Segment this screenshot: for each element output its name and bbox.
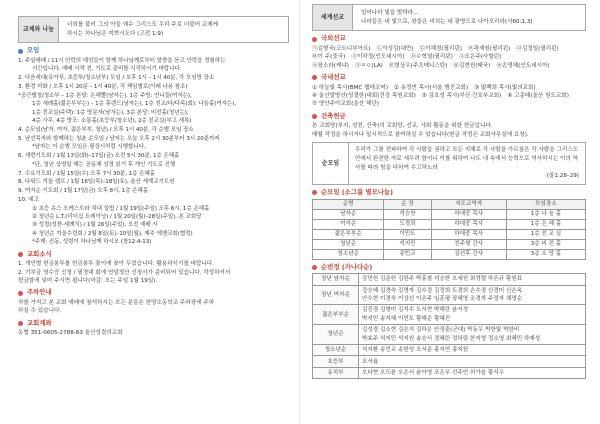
section-heading-foreign-mission bbox=[312, 34, 586, 44]
list-item: 5. 남선목자와 함께하는 청춘 순모임 / 남자는 오늘 오후 2시 30분부터 3시 20분까지 *남자는 이 순별 모임은 평상시처럼 시행합니다. bbox=[18, 135, 220, 151]
mission-verse-box bbox=[312, 4, 586, 31]
table-row: 청년순 김성경 김소현 김은지 김하은 안정훈(군대) 박동우 박한빛 박한비 박효주 석지민 석지원 송승서 정혜린 정하림 한지영 정소영 최혜민 하예성 bbox=[313, 325, 586, 345]
bullet-icon bbox=[18, 291, 23, 296]
verse-label: 교제와 나눔 bbox=[19, 17, 59, 42]
cb-text bbox=[349, 143, 585, 184]
list-item: 9. 여자순 기도회 / 1월 17일(금) 오후 8시, 1층 은혜홀 bbox=[18, 188, 149, 195]
list-item: 4. 순모임(남자, 여자, 젊은부부, 청년) / 오후 1시 40분, 각 순별 모임 장소 bbox=[18, 127, 194, 134]
verse-line: 하시는 하나님은 미쁘시도다 (고전 1:9) bbox=[67, 30, 164, 37]
mission-row: ㉠김형국(코트디부아르) ㉡이성김(대만) ㉢이혜경(필리핀) ㉣곽재원(필리핀) ㉤김정일(필리핀) bbox=[312, 45, 559, 52]
list-item: 2. 기부금 영수증 신청 / 필경대 회에 연말정산 신청서가 준비되어 있습니다. 작성하셔서 bbox=[18, 269, 231, 276]
list-item: 7. 수요기도회 / 1월 15일(수) 오후 7시 30분, 1층 은혜홀 bbox=[18, 170, 155, 177]
section-title: 순모임 (소그룹 별모나눔) bbox=[321, 187, 394, 196]
bullet-icon bbox=[312, 37, 317, 42]
verse-line: 나라들은 네 빛으로, 왕들은 비치는 네 광명으로 나아오리라(사60:1,3) bbox=[361, 18, 533, 25]
cb-verse: 우리가 그를 전파하여 각 사람을 권하고 모든 지혜로 각 사람을 가르침은 각 사람을 그리스도 안에서 완전한 자로 세우려 함이니 이를 위하여 나도 내 속에서 능력으로 역사하시는 이의 역사를 따라 힘을 다하여 수고하노라 bbox=[355, 147, 579, 171]
building-fund-text: 본 교회당(부지, 성전, 신축)의 교회당, 선교, 사회 활동을 위한 헌금입니다. 매월 작정을 하시거나 일시적으로 참여하실 수 있습니다(헌금 작정은 교회사무실에 요청). bbox=[312, 123, 529, 138]
list-item: 8. 다위드 겨울 캠프 / 1월 16일(목)–18일(토), 울산 세계교기도원 bbox=[18, 179, 175, 186]
verse-text bbox=[59, 17, 288, 42]
column-header: 순 장 bbox=[384, 199, 431, 209]
foreign-mission-list bbox=[312, 45, 586, 70]
domestic-mission-list bbox=[312, 84, 586, 109]
mission-row: ㉩장소라(케냐) ㉪ㅁㅇ(LA) ㉫형상우(주츠메니스탄) ㉬김현원(태국) ㉭손영혜(인도네시아) bbox=[312, 62, 550, 69]
table-row: 유치부 오다현 오도윤 오은서 윤아영 조은우 진주언 허가을 황서우 bbox=[313, 367, 586, 379]
section-title: 교회계좌 bbox=[27, 318, 52, 327]
column-header: 순명 bbox=[313, 199, 384, 209]
bullet-icon bbox=[312, 75, 317, 80]
account-text: 농협 351-0605-2788-83 울산성결의교회 bbox=[18, 330, 123, 337]
section-title: 국내선교 bbox=[321, 73, 346, 82]
bullet-icon bbox=[18, 49, 23, 54]
cb-label: 순모임 bbox=[313, 143, 349, 184]
section-title: 순번정 (가나다순) bbox=[321, 262, 373, 271]
table-row: 젊은부부순 김진경 김형미 김지수 도서현 박해란 윤서정 박지민 송지혜 이민도 황해순 황혜진 bbox=[313, 305, 586, 325]
column-header: 모임장소 bbox=[506, 199, 585, 209]
section-title: 건축헌금 bbox=[321, 111, 346, 120]
mission-row: ① 하늘빛 목사(BMC 웹데코어) ② 송정빈 목사(서울 행진교회) ③ 빛백희 목사(빛의교회) bbox=[312, 84, 536, 91]
section-heading-domestic-mission bbox=[312, 73, 586, 83]
mission-row: ⑦ 영안주아교회(울산 해단) bbox=[312, 101, 379, 108]
list-item: *공간별청/청소부 – 1층 본당: 손해뽈(남자는), 1층 주방: 언니들(여자는), 1층 세례홀(젊은부부는) – 1층 휴렌드(남자는), 1층 친교/다/다목(회): 나눔홀(여자는), 1층 친교실(주택): 1층 방문자(남자는), 3층 본당: 비전홀(청년는), 4층 사무, 4층 방조: 소통홀(초등부/청소년), 2층 친교실(부고 세록) bbox=[18, 92, 236, 125]
church-news-list bbox=[18, 260, 289, 285]
member-order-table bbox=[312, 273, 586, 379]
section-heading-meetings bbox=[18, 46, 289, 56]
table-row: 장년 남자순 강민헌 김준헌 김한주 박홍철 석승찬 오세원 최정렬 하은규 황원표 bbox=[313, 274, 586, 286]
table-row: 청년순 석지민 전주형 간사 3층 비 전 홀 bbox=[313, 239, 586, 249]
verse-text bbox=[353, 5, 585, 30]
table-row: 남자순 석승찬 하대중 목사 1층 나 눔 홀 bbox=[313, 209, 586, 219]
meetings-list bbox=[18, 57, 289, 247]
table-row: 초등부 오서율 bbox=[313, 356, 586, 368]
bullet-icon bbox=[312, 265, 317, 270]
list-item: 1. 주일예배 / 11시 안락의 예성들이 함께 하나님께로부터 말씀을 듣고 안락을 경험하는 시간입니다. 예배 시작 전, 기도로 준비를 시작하시기 바랍니다. bbox=[18, 57, 226, 73]
verse-label: 세계선교 bbox=[313, 5, 353, 30]
column-header: 지도교역자 bbox=[431, 199, 506, 209]
section-heading-church-news bbox=[18, 250, 289, 260]
section-heading-member-order bbox=[312, 263, 586, 273]
table-row: 장년 여자순 강승혜 김경숙 김명자 김수정 김정희 도경희 손수정 신경미 신은옥 안수현 이경숙 이상선 이은주 임훈평 장혜영 조경자 주정자 채영순 bbox=[313, 285, 586, 305]
section-title: 주차안내 bbox=[27, 288, 52, 297]
section-heading-schedule bbox=[312, 188, 586, 198]
section-title: 모임 bbox=[27, 46, 40, 55]
section-heading-parking bbox=[18, 288, 289, 298]
small-group-verse-box bbox=[312, 142, 586, 185]
list-item: 6. 새번기도회 / 1월 13일(화)–17일(금) 오전 5시 30분, 1층 은혜홀 *단, 청년 상명일 매는 공동체 성경 읽기 후 개인 기도로 진행 bbox=[18, 153, 180, 168]
cb-ref: (골1:28–29) bbox=[546, 173, 579, 180]
list-item: 1. 개인별 헌금봉투를 헌금봉투 꽂이에 꽂아 두었습니다. 활용하시기를 바랍니다. bbox=[18, 261, 215, 268]
section-title: 국외선교 bbox=[321, 34, 346, 43]
parking-text: 차를 가지고 본 교회 예배에 참석하시는 모든 분들은 한양조동학교 주차장에 주차 하실 수 있습니다. bbox=[18, 299, 215, 315]
list-item: 3. 환경 미화 / 오후 1시 20분 – 1시 40분, 각 책임별로(이래 나용 참조) bbox=[18, 84, 188, 91]
bullet-icon bbox=[18, 252, 23, 257]
table-header-row bbox=[313, 199, 586, 209]
right-page bbox=[300, 0, 600, 424]
list-item: 헌금함에 넣어 주시면 됩니다(마감: 오는 주일 1월 19일). bbox=[18, 277, 158, 284]
small-group-table bbox=[312, 199, 586, 260]
verse-line: 너희를 불러 그의 아들 예수 그리스도 우리 주로 더불어 교제케 bbox=[67, 22, 219, 28]
list-item: 2. 다음세대(유아부, 초등부/청소년부) 모임 / 오후 1시 – 1시 40분, 각 모임방 장소 bbox=[18, 75, 215, 82]
section-heading-building-fund bbox=[312, 112, 586, 122]
bullet-icon bbox=[18, 321, 23, 326]
list-item: 10. 예고 ① 초등 유스 오케스트라 치내 설립 / 1월 19일(주일) 오후 6시, 1층 은혜홀 ② 청년순 L.T.(리더십 트레이닝) / 1월 20일(월)–28일(주일), 본 교회당 ③ 성경(성찬-세례식) / 1월 26일(주일), 오전 예배 시 ④ 청년순 겨울수련회 / 2월 8일(토)–10일(월), 제주 에벤교회(협정) *주제: 진동, 성령이 하나님께 하시오 (창12:4-13) bbox=[18, 197, 210, 246]
table-row: 여자순 도경희 하대중 목사 1층 은 혜 홀 bbox=[313, 219, 586, 229]
mission-row: ㉥이 주(중국) ㉦이하정(인도네시아) ㉧ㅇ혁열(필리핀) ㉨오은주(사할린) bbox=[312, 54, 502, 61]
bullet-icon bbox=[312, 114, 317, 119]
verse-line: 일어나라 빛을 발하라... bbox=[361, 10, 419, 16]
section-title: 교회소식 bbox=[27, 249, 52, 258]
mission-row: ④ 울산말방산(성결한)대회(건강 목원교회) ⑤ 김호성 목사(부산 간호부교회) ⑥ 고종태(울산 원도교회) bbox=[312, 93, 569, 100]
section-heading-account bbox=[18, 319, 289, 329]
fellowship-verse-box bbox=[18, 16, 289, 43]
table-row: 청소년순 석지환 송민교 송한성 오서준 홍지연 홍지원 bbox=[313, 344, 586, 356]
bullet-icon bbox=[312, 190, 317, 195]
table-row: 청소년순 송민교 김선후 간사 3층 소 망 홀 bbox=[313, 249, 586, 259]
table-row: 젊은부부순 이민도 하대중 목사 1층 친 교 실 bbox=[313, 229, 586, 239]
